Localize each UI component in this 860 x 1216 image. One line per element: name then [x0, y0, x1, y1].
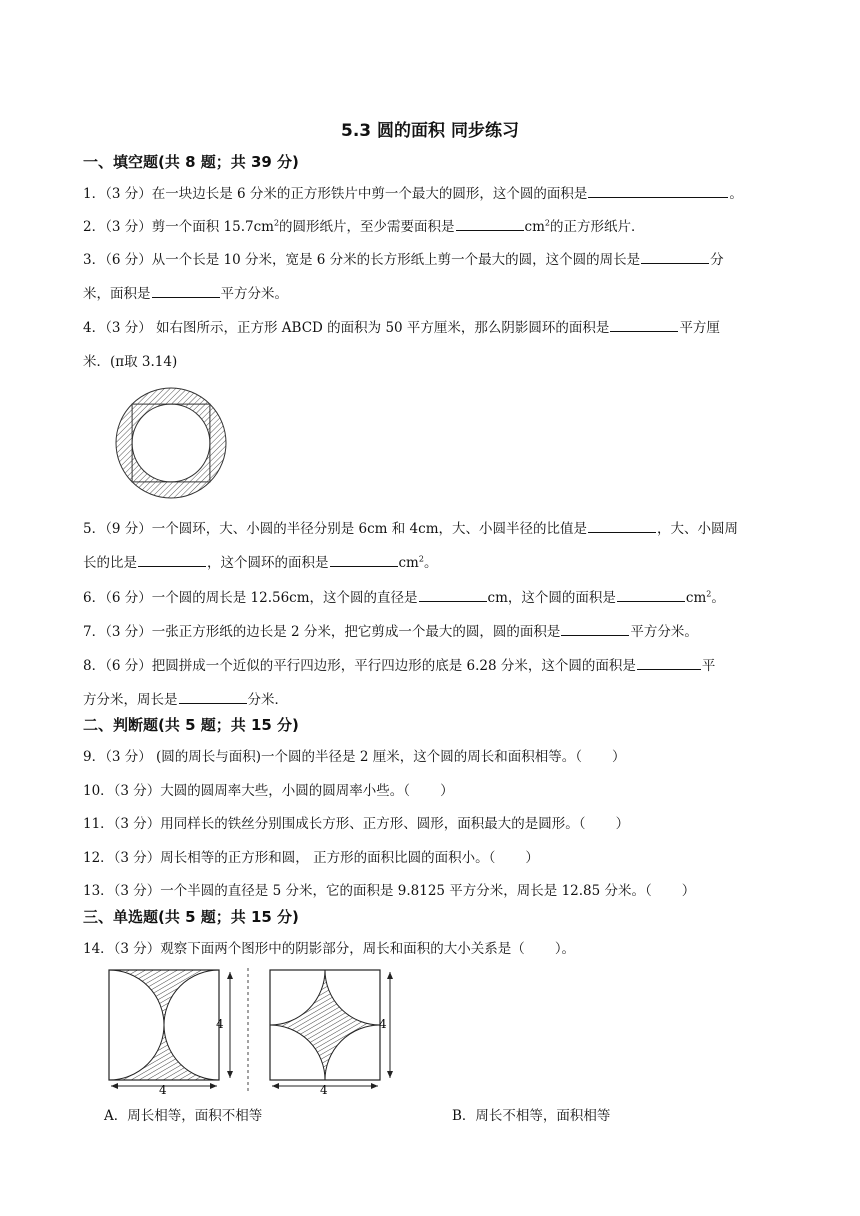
dimension-label: 4 — [159, 1083, 167, 1094]
question-9: 9．（3 分） (圆的周长与面积)一个圆的半径是 2 厘米，这个圆的周长和面积相等。（ ） — [83, 749, 626, 765]
figure-two-semicircles — [104, 966, 244, 1094]
figure-four-quarter-circles — [266, 966, 398, 1094]
question-8: 8．（6 分）把圆拼成一个近似的平行四边形，平行四边形的底是 6.28 分米，这个圆的面积是 平 — [83, 654, 715, 674]
question-6: 6．（6 分）一个圆的周长是 12.56cm，这个圆的直径是 cm，这个圆的面积是 $cm^2$。 — [83, 586, 725, 606]
answer-blank[interactable] — [637, 655, 701, 670]
question-3-cont: 米，面积是 平方分米。 — [83, 282, 288, 302]
question-5: 5．（9 分）一个圆环，大、小圆的半径分别是 6cm 和 4cm，大、小圆半径的比值是 ，大、小圆周 — [83, 517, 738, 537]
option-b[interactable]: B．周长不相等，面积相等 — [452, 1108, 611, 1124]
page-title: 5.3 圆的面积 同步练习 — [341, 121, 519, 141]
answer-blank[interactable] — [610, 317, 678, 332]
question-11: 11．（3 分）用同样长的铁丝分别围成长方形、正方形、圆形，面积最大的是圆形。（ ） — [83, 816, 630, 832]
answer-blank[interactable] — [641, 249, 709, 264]
question-4: 4．（3 分） 如右图所示，正方形 ABCD 的面积为 50 平方厘米，那么阴影圆环的面积是 平方厘 — [83, 316, 720, 336]
answer-blank[interactable] — [152, 283, 220, 298]
question-7: 7．（3 分）一张正方形纸的边长是 2 分米，把它剪成一个最大的圆，圆的面积是 平方分米。 — [83, 620, 698, 640]
question-2: 2．（3 分）剪一个面积 $15.7cm^2$的圆形纸片，至少需要面积是 $cm^2$的正方形纸片． — [83, 215, 645, 235]
section-heading-true-false: 二、判断题(共 5 题；共 15 分) — [83, 716, 299, 734]
question-12: 12．（3 分）周长相等的正方形和圆， 正方形的面积比圆的面积小。（ ） — [83, 850, 539, 866]
answer-blank[interactable] — [456, 216, 524, 231]
figure-separator — [246, 968, 250, 1094]
dimension-label: 4 — [379, 1017, 387, 1031]
answer-blank[interactable] — [617, 587, 685, 602]
dimension-label: 4 — [216, 1017, 224, 1031]
answer-blank[interactable] — [419, 587, 487, 602]
answer-blank[interactable] — [588, 183, 728, 198]
answer-blank[interactable] — [561, 621, 629, 636]
question-10: 10．（3 分）大圆的圆周率大些，小圆的圆周率小些。（ ） — [83, 783, 454, 799]
question-13: 13．（3 分）一个半圆的直径是 5 分米，它的面积是 9.8125 平方分米，周长是 12.85 分米。（ ） — [83, 883, 696, 899]
question-5-cont: 长的比是 ，这个圆环的面积是 $cm^2$。 — [83, 551, 437, 571]
answer-blank[interactable] — [138, 552, 206, 567]
question-3: 3．（6 分）从一个长是 10 分米，宽是 6 分米的长方形纸上剪一个最大的圆，这个圆的周长是 分 — [83, 248, 724, 268]
question-14: 14．（3 分）观察下面两个图形中的阴影部分，周长和面积的大小关系是（ ）。 — [83, 941, 576, 957]
dimension-label: 4 — [320, 1083, 328, 1094]
question-1: 1．（3 分）在一块边长是 6 分米的正方形铁片中剪一个最大的圆形，这个圆的面积是 。 — [83, 182, 743, 202]
answer-blank[interactable] — [330, 552, 398, 567]
question-8-cont: 方分米，周长是 分米． — [83, 688, 288, 708]
option-a[interactable]: A．周长相等，面积不相等 — [104, 1108, 263, 1124]
section-heading-fill-blank: 一、填空题(共 8 题；共 39 分) — [83, 153, 299, 171]
section-heading-single-choice: 三、单选题(共 5 题；共 15 分) — [83, 908, 299, 926]
question-4-cont: 米．(π取 3.14) — [83, 354, 178, 370]
annulus-square-figure — [112, 384, 230, 502]
answer-blank[interactable] — [179, 689, 247, 704]
answer-blank[interactable] — [588, 518, 656, 533]
